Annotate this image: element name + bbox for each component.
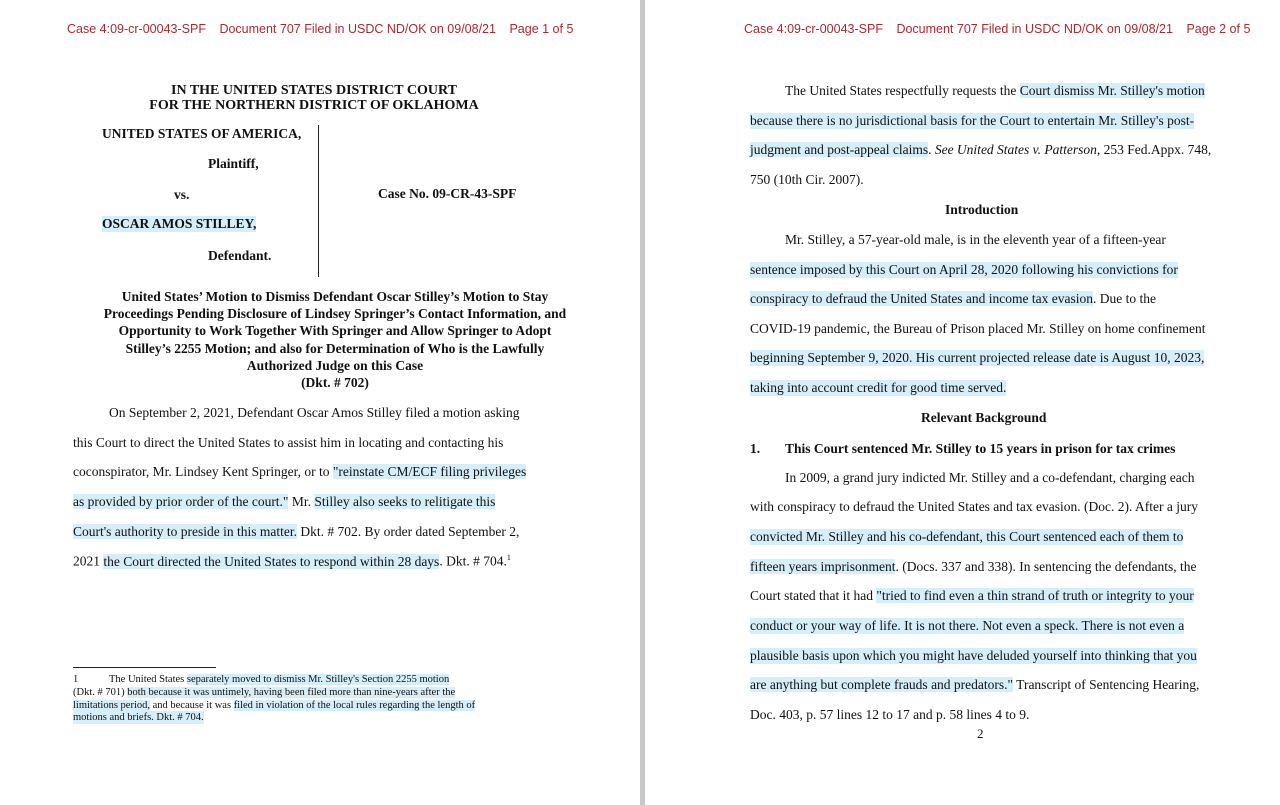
body-line (750, 291, 1156, 307)
page-number: 2 (977, 726, 984, 741)
body-line: convicted Mr. Stilley and his co-defendant, this Court sentenced each of them to (750, 529, 1184, 544)
court-name-line-2: FOR THE NORTHERN DISTRICT OF OKLAHOMA (149, 98, 479, 113)
numbered-heading (750, 441, 1175, 457)
body-line: In 2009, a grand jury indicted Mr. Stilley and a co-defendant, charging each (785, 470, 1195, 485)
motion-title-line: Proceedings Pending Disclosure of Lindsey Springer’s Contact Information, and (103, 306, 567, 322)
versus-label: vs. (174, 187, 190, 202)
body-line (73, 553, 511, 570)
text-segment: . (928, 142, 935, 157)
text-segment: Court stated that it had (750, 588, 877, 603)
case-number: Case No. 09-CR-43-SPF (378, 186, 517, 201)
highlighted-text: "reinstate CM/ECF filing privileges (332, 464, 527, 479)
plaintiff-name: UNITED STATES OF AMERICA, (102, 126, 302, 141)
text-segment: , 253 Fed.Appx. 748, (1096, 142, 1212, 157)
section-heading-introduction: Introduction (945, 202, 1019, 217)
highlighted-text: judgment and post-appeal claims (750, 142, 929, 157)
body-line: Mr. Stilley, a 57-year-old male, is in the eleventh year of a fifteen-year (785, 232, 1166, 247)
body-line: this Court to direct the United States to assist him in locating and contacting his (73, 435, 504, 450)
highlighted-text: are anything but complete frauds and predators." (750, 677, 1014, 692)
section-heading-background: Relevant Background (921, 410, 1047, 425)
document-page-2 (645, 0, 1280, 805)
highlighted-text: the Court directed the United States to respond within 28 days (103, 553, 440, 569)
highlighted-text: limitations period, (73, 700, 150, 711)
motion-title-line: Authorized Judge on this Case (246, 357, 424, 373)
footnote-number: 1 (73, 674, 79, 685)
highlighted-text: separately moved to dismiss Mr. Stilley's Section 2255 motion (186, 674, 450, 685)
body-line (73, 524, 519, 540)
footnote-marker[interactable]: 1 (506, 553, 511, 562)
text-segment: Transcript of Sentencing Hearing, (1013, 677, 1200, 692)
highlighted-text: Court dismiss Mr. Stilley's motion (1019, 83, 1205, 98)
header-case-number: Case 4:09-cr-00043-SPF (67, 22, 206, 36)
body-line: because there is no jurisdictional basis for the Court to entertain Mr. Stilley's post- (750, 113, 1195, 128)
highlighted-text: both because it was untimely, having been filed more than nine-years after the (127, 687, 456, 698)
header-case-number: Case 4:09-cr-00043-SPF (744, 22, 883, 36)
highlighted-text: conspiracy to defraud the United States and income tax evasion (750, 291, 1094, 306)
body-line (73, 464, 526, 480)
highlighted-text: fifteen years imprisonment (750, 559, 896, 574)
text-segment: The United States respectfully requests the (785, 83, 1020, 98)
header-page-count: Page 2 of 5 (1186, 22, 1251, 36)
text-segment: Mr. (288, 494, 315, 509)
page-header (744, 22, 1260, 36)
text-segment: . Due to the (1093, 291, 1157, 306)
defendant-role: Defendant. (208, 248, 272, 263)
heading-number: 1. (750, 441, 761, 456)
body-line: Doc. 403, p. 57 lines 12 to 17 and p. 58 lines 4 to 9. (750, 707, 1030, 722)
header-document-info: Document 707 Filed in USDC ND/OK on 09/08/21 (896, 22, 1173, 36)
body-line: On September 2, 2021, Defendant Oscar Amos Stilley filed a motion asking (109, 405, 520, 420)
footnote-line (73, 673, 449, 686)
body-line: conduct or your way of life. It is not there. Not even a speck. There is not even a (750, 618, 1185, 633)
text-segment: (Dkt. # 701) (73, 687, 128, 698)
case-citation: See United States v. Patterson (934, 142, 1097, 157)
highlighted-text: filed in violation of the local rules regarding the length of (233, 700, 476, 711)
body-line: plausible basis upon which you might have deluded yourself into thinking that you (750, 648, 1197, 663)
footnote-line (73, 686, 455, 699)
caption-divider (318, 125, 319, 277)
text-segment: The United States (109, 674, 187, 685)
motion-title-line: (Dkt. # 702) (301, 375, 369, 391)
text-segment: and because it was (150, 700, 234, 711)
text-segment: 2021 (73, 553, 104, 569)
body-line: COVID-19 pandemic, the Bureau of Prison placed Mr. Stilley on home confinement (750, 321, 1206, 336)
heading-text: This Court sentenced Mr. Stilley to 15 years in prison for tax crimes (785, 441, 1176, 456)
page-header (67, 22, 583, 36)
body-line: 750 (10th Cir. 2007). (750, 172, 864, 187)
motion-title (70, 288, 600, 391)
body-line (750, 677, 1199, 693)
defendant-name: OSCAR AMOS STILLEY, (102, 216, 257, 231)
text-segment: Dkt. # 702. By order dated September 2, (297, 524, 520, 539)
header-document-info: Document 707 Filed in USDC ND/OK on 09/08/21 (219, 22, 496, 36)
plaintiff-role: Plaintiff, (208, 156, 259, 171)
body-line (785, 83, 1205, 99)
highlighted-text: Court's authority to preside in this matter. (73, 524, 298, 539)
highlighted-text: as provided by prior order of the court." (73, 494, 289, 509)
body-line: taking into account credit for good time served. (750, 380, 1007, 395)
text-segment: . Dkt. # 704. (439, 553, 507, 569)
motion-title-line: United States’ Motion to Dismiss Defendant Oscar Stilley’s Motion to Stay (121, 289, 549, 304)
body-line (73, 494, 495, 510)
body-line (750, 588, 1194, 604)
body-line: sentence imposed by this Court on April 28, 2020 following his convictions for (750, 262, 1178, 277)
court-name-line-1: IN THE UNITED STATES DISTRICT COURT (171, 83, 457, 98)
body-line: beginning September 9, 2020. His current projected release date is August 10, 2023, (750, 350, 1205, 365)
body-line (750, 559, 1197, 575)
motion-title-line: Opportunity to Work Together With Springer and Allow Springer to Adopt (118, 323, 552, 339)
motion-title-line: Stilley’s 2255 Motion; and also for Determination of Who is the Lawfully (125, 340, 545, 356)
footnote-separator (73, 667, 216, 668)
text-segment: coconspirator, Mr. Lindsey Kent Springer, or to (73, 464, 333, 479)
body-line (750, 142, 1211, 158)
footnote-line: motions and briefs. Dkt. # 704. (73, 712, 204, 723)
highlighted-text: Stilley also seeks to relitigate this (314, 494, 496, 509)
header-page-count: Page 1 of 5 (509, 22, 574, 36)
highlighted-text: "tried to find even a thin strand of truth or integrity to your (876, 588, 1194, 603)
text-segment: . (Docs. 337 and 338). In sentencing the defendants, the (895, 559, 1197, 574)
body-line: with conspiracy to defraud the United States and tax evasion. (Doc. 2). After a jury (750, 499, 1198, 514)
